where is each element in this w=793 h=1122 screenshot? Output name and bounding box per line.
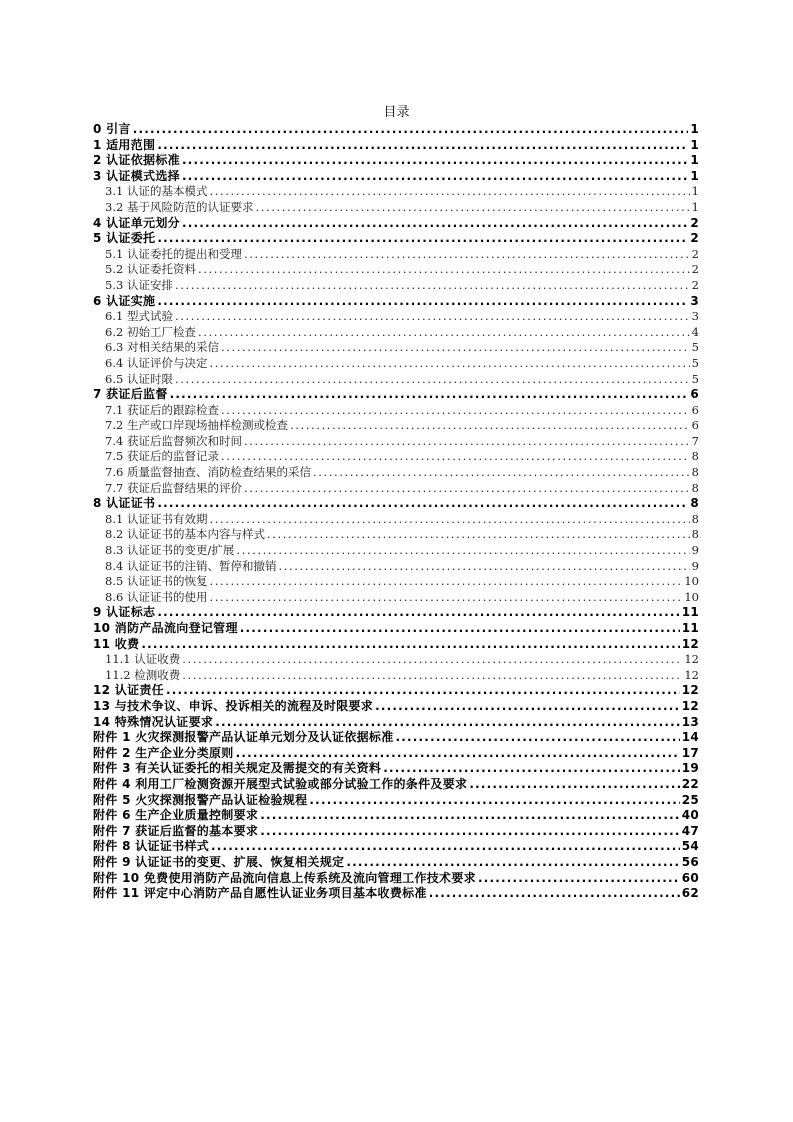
toc-entry-chapter[interactable] (93, 730, 699, 746)
toc-entry-chapter[interactable] (93, 761, 699, 777)
dot-leader (209, 356, 689, 372)
toc-entry-page-number: 25 (681, 792, 699, 807)
toc-entry-chapter[interactable] (93, 777, 699, 793)
toc-entry-label: 3.2 基于风险防范的认证要求 (105, 199, 254, 214)
toc-entry-page-number: 3 (690, 293, 699, 308)
dot-leader (221, 403, 690, 419)
toc-entry-section[interactable] (93, 278, 699, 294)
toc-entry-page-number: 4 (691, 324, 699, 339)
toc-entry-chapter[interactable] (93, 138, 699, 154)
dot-leader (313, 465, 690, 481)
dot-leader (198, 262, 690, 278)
toc-entry-section[interactable] (93, 418, 699, 434)
toc-entry-label: 附件 5 火灾探测报警产品认证检验规程 (93, 792, 308, 807)
toc-entry-chapter[interactable] (93, 699, 699, 715)
toc-entry-label: 7.7 获证后监督结果的评价 (105, 480, 242, 495)
toc-entry-page-number: 6 (691, 402, 699, 417)
dot-leader (175, 309, 690, 325)
dot-leader (429, 886, 680, 902)
dot-leader (244, 247, 690, 263)
toc-entry-page-number: 13 (681, 714, 699, 729)
toc-entry-section[interactable] (93, 247, 699, 263)
toc-entry-page-number: 2 (691, 262, 699, 277)
toc-entry-label: 8 认证证书 (93, 496, 156, 511)
toc-entry-section[interactable] (93, 527, 699, 543)
toc-entry-label: 7 获证后监督 (93, 387, 168, 402)
toc-entry-label: 附件 3 有关认证委托的相关规定及需提交的有关资料 (93, 761, 382, 776)
toc-entry-chapter[interactable] (93, 387, 699, 403)
toc-entry-page-number: 8 (690, 496, 699, 511)
toc-entry-label: 6.4 认证评价与决定 (105, 355, 208, 370)
dot-leader (215, 715, 680, 731)
toc-entry-label: 8.2 认证证书的基本内容与样式 (105, 527, 265, 542)
toc-entry-label: 6 认证实施 (93, 293, 156, 308)
toc-entry-section[interactable] (93, 543, 699, 559)
toc-entry-page-number: 12 (684, 652, 699, 667)
toc-entry-page-number: 19 (681, 761, 699, 776)
toc-entry-page-number: 12 (681, 683, 699, 698)
dot-leader (255, 200, 689, 216)
toc-entry-label: 2 认证依据标准 (93, 153, 180, 168)
toc-entry-chapter[interactable] (93, 746, 699, 762)
toc-entry-label: 5.3 认证安排 (105, 277, 173, 292)
toc-entry-chapter[interactable] (93, 839, 699, 855)
toc-entry-label: 5.2 认证委托资料 (105, 262, 196, 277)
toc-entry-page-number: 10 (684, 589, 699, 604)
dot-leader (133, 122, 689, 138)
toc-entry-page-number: 17 (681, 745, 699, 760)
toc-entry-label: 附件 8 认证证书样式 (93, 839, 210, 854)
dot-leader (236, 543, 689, 559)
toc-entry-label: 7.2 生产或口岸现场抽样检测或检查 (105, 418, 288, 433)
toc-entry-label: 8.1 认证证书有效期 (105, 511, 208, 526)
toc-entry-label: 附件 2 生产企业分类原则 (93, 745, 234, 760)
dot-leader (175, 372, 690, 388)
toc-entry-chapter[interactable] (93, 824, 699, 840)
toc-entry-label: 附件 10 免费使用消防产品流向信息上传系统及流向管理工作技术要求 (93, 870, 476, 885)
toc-entry-chapter[interactable] (93, 808, 699, 824)
toc-entry-label: 4 认证单元划分 (93, 215, 180, 230)
toc-entry-label: 8.6 认证证书的使用 (105, 589, 208, 604)
toc-entry-label: 11.2 检测收费 (105, 667, 181, 682)
toc-entry-page-number: 9 (691, 558, 699, 573)
dot-leader (346, 855, 679, 871)
dot-leader (209, 184, 689, 200)
toc-entry-chapter[interactable] (93, 886, 699, 902)
toc-entry-section[interactable] (93, 652, 699, 668)
toc-entry-label: 11 收费 (93, 636, 140, 651)
toc-entry-label: 8.3 认证证书的变更/扩展 (105, 543, 235, 558)
toc-entry-label: 6.3 对相关结果的采信 (105, 340, 219, 355)
toc-entry-label: 0 引言 (93, 122, 131, 136)
toc-entry-page-number: 10 (684, 574, 699, 589)
toc-entry-label: 3.1 认证的基本模式 (105, 184, 208, 199)
toc-entry-section[interactable] (93, 512, 699, 528)
dot-leader (175, 278, 690, 294)
dot-leader (383, 761, 679, 777)
dot-leader (236, 746, 680, 762)
toc-entry-chapter[interactable] (93, 715, 699, 731)
dot-leader (209, 512, 689, 528)
toc-entry-section[interactable] (93, 309, 699, 325)
toc-entry-label: 7.5 获证后的监督记录 (105, 449, 219, 464)
toc-entry-chapter[interactable] (93, 621, 699, 637)
toc-title: 目录 (383, 105, 410, 120)
toc-entry-section[interactable] (93, 340, 699, 356)
toc-entry-page-number: 8 (691, 465, 699, 480)
dot-leader (166, 683, 680, 699)
toc-entry-page-number: 2 (690, 231, 699, 246)
toc-entry-section[interactable] (93, 184, 699, 200)
toc-entry-section[interactable] (93, 434, 699, 450)
dot-leader (211, 839, 680, 855)
toc-entry-label: 11.1 认证收费 (105, 652, 181, 667)
toc-entry-label: 附件 11 评定中心消防产品自愿性认证业务项目基本收费标准 (93, 886, 427, 901)
toc-entry-chapter[interactable] (93, 605, 699, 621)
toc-entry-label: 附件 9 认证证书的变更、扩展、恢复相关规定 (93, 854, 345, 869)
dot-leader (309, 793, 679, 809)
dot-leader (141, 637, 679, 653)
toc-entry-page-number: 62 (681, 886, 699, 901)
dot-leader (260, 824, 679, 840)
toc-entry-chapter[interactable] (93, 294, 699, 310)
toc-entry-page-number: 1 (690, 168, 699, 183)
dot-leader (267, 527, 690, 543)
toc-entry-label: 5.1 认证委托的提出和受理 (105, 246, 242, 261)
toc-entry-page-number: 22 (681, 776, 699, 791)
toc-entry-page-number: 7 (691, 433, 699, 448)
dot-leader (244, 434, 690, 450)
dot-leader (260, 808, 679, 824)
toc-entry-section[interactable] (93, 449, 699, 465)
toc-entry-page-number: 8 (691, 480, 699, 495)
table-of-contents (93, 122, 699, 902)
dot-leader (396, 730, 680, 746)
dot-leader (198, 325, 690, 341)
toc-entry-page-number: 1 (690, 153, 699, 168)
dot-leader (221, 449, 690, 465)
toc-entry-label: 附件 4 利用工厂检测资源开展型式试验或部分试验工作的条件及要求 (93, 776, 468, 791)
toc-entry-page-number: 56 (681, 854, 699, 869)
toc-entry-chapter[interactable] (93, 855, 699, 871)
dot-leader (478, 871, 680, 887)
toc-entry-label: 8.5 认证证书的恢复 (105, 574, 208, 589)
toc-entry-page-number: 60 (681, 870, 699, 885)
toc-entry-label: 7.1 获证后的跟踪检查 (105, 402, 219, 417)
toc-entry-label: 6.5 认证时限 (105, 371, 173, 386)
toc-entry-section[interactable] (93, 403, 699, 419)
toc-entry-page-number: 12 (681, 698, 699, 713)
toc-entry-page-number: 11 (681, 621, 699, 635)
dot-leader (182, 169, 688, 185)
toc-entry-page-number: 8 (691, 449, 699, 464)
dot-leader (170, 387, 689, 403)
toc-entry-label: 3 认证模式选择 (93, 168, 180, 183)
toc-entry-page-number: 9 (691, 543, 699, 558)
dot-leader (157, 231, 688, 247)
dot-leader (157, 605, 679, 621)
toc-entry-page-number: 6 (690, 387, 699, 402)
toc-entry-section[interactable] (93, 590, 699, 606)
dot-leader (157, 496, 688, 512)
dot-leader (278, 559, 689, 575)
dot-leader (244, 481, 690, 497)
toc-entry-label: 6.1 型式试验 (105, 309, 173, 324)
toc-entry-label: 附件 7 获证后监督的基本要求 (93, 823, 259, 838)
toc-entry-section[interactable] (93, 668, 699, 684)
toc-entry-page-number: 1 (691, 184, 699, 199)
toc-entry-label: 14 特殊情况认证要求 (93, 714, 214, 729)
toc-entry-label: 7.6 质量监督抽查、消防检查结果的采信 (105, 465, 311, 480)
dot-leader (209, 590, 682, 606)
toc-entry-page-number: 8 (691, 527, 699, 542)
toc-entry-chapter[interactable] (93, 153, 699, 169)
toc-entry-label: 6.2 初始工厂检查 (105, 324, 196, 339)
toc-entry-page-number: 2 (691, 277, 699, 292)
toc-entry-chapter[interactable] (93, 122, 699, 138)
toc-entry-label: 附件 6 生产企业质量控制要求 (93, 808, 259, 823)
toc-entry-page-number: 8 (691, 511, 699, 526)
toc-entry-chapter[interactable] (93, 216, 699, 232)
dot-leader (209, 574, 682, 590)
toc-entry-section[interactable] (93, 356, 699, 372)
dot-leader (221, 340, 690, 356)
toc-entry-section[interactable] (93, 559, 699, 575)
toc-entry-section[interactable] (93, 465, 699, 481)
toc-entry-page-number: 11 (681, 605, 699, 620)
toc-entry-section[interactable] (93, 574, 699, 590)
toc-entry-section[interactable] (93, 200, 699, 216)
toc-entry-label: 8.4 认证证书的注销、暂停和撤销 (105, 558, 277, 573)
toc-entry-label: 1 适用范围 (93, 137, 156, 152)
toc-entry-page-number: 5 (691, 371, 699, 386)
toc-entry-chapter[interactable] (93, 637, 699, 653)
toc-entry-page-number: 6 (691, 418, 699, 433)
toc-entry-label: 7.4 获证后监督频次和时间 (105, 433, 242, 448)
toc-entry-page-number: 14 (681, 730, 699, 745)
dot-leader (157, 138, 688, 154)
dot-leader (290, 418, 690, 434)
toc-entry-page-number: 54 (681, 839, 699, 854)
toc-entry-page-number: 3 (691, 309, 699, 324)
toc-entry-page-number: 2 (690, 215, 699, 230)
dot-leader (182, 668, 682, 684)
toc-entry-label: 10 消防产品流向登记管理 (93, 621, 238, 635)
toc-entry-label: 12 认证责任 (93, 683, 164, 698)
toc-entry-page-number: 1 (691, 199, 699, 214)
toc-entry-page-number: 1 (690, 122, 699, 136)
dot-leader (240, 621, 680, 637)
dot-leader (182, 153, 688, 169)
toc-entry-page-number: 5 (691, 340, 699, 355)
toc-entry-page-number: 5 (691, 355, 699, 370)
toc-entry-chapter[interactable] (93, 683, 699, 699)
toc-entry-chapter[interactable] (93, 793, 699, 809)
dot-leader (469, 777, 679, 793)
toc-entry-label: 5 认证委托 (93, 231, 156, 246)
toc-entry-label: 13 与技术争议、申诉、投诉相关的流程及时限要求 (93, 698, 374, 713)
toc-entry-section[interactable] (93, 372, 699, 388)
toc-entry-chapter[interactable] (93, 496, 699, 512)
toc-entry-section[interactable] (93, 481, 699, 497)
toc-entry-label: 9 认证标志 (93, 605, 156, 620)
toc-entry-label: 附件 1 火灾探测报警产品认证单元划分及认证依据标准 (93, 730, 394, 745)
toc-entry-chapter[interactable] (93, 231, 699, 247)
toc-entry-page-number: 2 (691, 246, 699, 261)
toc-entry-chapter[interactable] (93, 871, 699, 887)
dot-leader (182, 216, 688, 232)
toc-entry-chapter[interactable] (93, 169, 699, 185)
toc-entry-page-number: 47 (681, 823, 699, 838)
dot-leader (182, 652, 682, 668)
toc-entry-section[interactable] (93, 262, 699, 278)
toc-entry-section[interactable] (93, 325, 699, 341)
toc-entry-page-number: 40 (681, 808, 699, 823)
toc-entry-page-number: 1 (690, 137, 699, 152)
toc-entry-page-number: 12 (681, 636, 699, 651)
dot-leader (375, 699, 680, 715)
toc-entry-page-number: 12 (684, 667, 699, 682)
dot-leader (157, 294, 688, 310)
